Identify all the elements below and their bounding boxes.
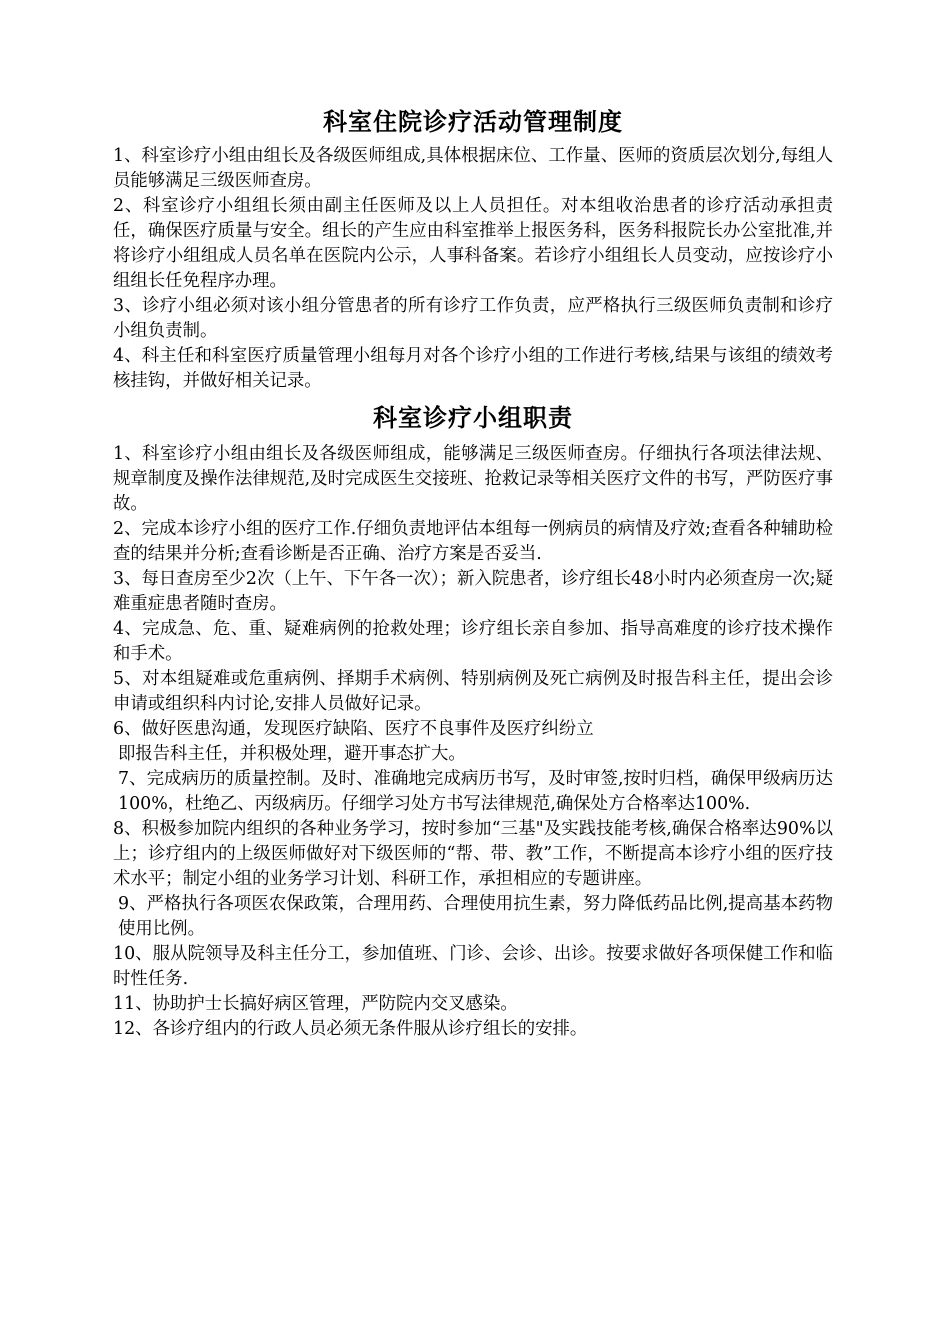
rule-item-4: 4、科主任和科室医疗质量管理小组每月对各个诊疗小组的工作进行考核,结果与该组的绩效考核挂钩，并做好相关记录。	[113, 346, 833, 391]
duty-item-11: 11、协助护士长搞好病区管理，严防院内交叉感染。	[113, 994, 518, 1014]
section-title-team-duties: 科室诊疗小组职责	[373, 404, 573, 432]
duty-item-5: 5、对本组疑难或危重病例、择期手术病例、特别病例及死亡病例及时报告科主任，提出会诊申请或组织科内讨论,安排人员做好记录。	[113, 669, 833, 714]
duty-item-4: 4、完成急、危、重、疑难病例的抢救处理；诊疗组长亲自参加、指导高难度的诊疗技术操作和手术。	[113, 619, 833, 664]
duty-item-1: 1、科室诊疗小组由组长及各级医师组成，能够满足三级医师查房。仔细执行各项法律法规、规章制度及操作法律规范,及时完成医生交接班、抢救记录等相关医疗文件的书写，严防医疗事故。	[113, 444, 833, 514]
duty-item-6-continued: 即报告科主任，并积极处理，避开事态扩大。	[118, 744, 466, 764]
management-system-list	[113, 144, 833, 394]
duty-item-10: 10、服从院领导及科主任分工，参加值班、门诊、会诊、出诊。按要求做好各项保健工作和临时性任务.	[113, 944, 833, 989]
rule-item-2: 2、科室诊疗小组组长须由副主任医师及以上人员担任。对本组收治患者的诊疗活动承担责任，确保医疗质量与安全。组长的产生应由科室推举上报医务科，医务科报院长办公室批准,并将诊疗小组组成人员名单在医院内公示，人事科备案。若诊疗小组组长人员变动，应按诊疗小组组长任免程序办理。	[113, 196, 833, 291]
duty-item-3: 3、每日查房至少2次（上午、下午各一次）；新入院患者，诊疗组长48小时内必须查房一次;疑难重症患者随时查房。	[113, 569, 833, 614]
duty-item-2: 2、完成本诊疗小组的医疗工作.仔细负责地评估本组每一例病员的病情及疗效;查看各种辅助检查的结果并分析;查看诊断是否正确、治疗方案是否妥当.	[113, 519, 833, 564]
rule-item-1: 1、科室诊疗小组由组长及各级医师组成,具体根据床位、工作量、医师的资质层次划分,每组人员能够满足三级医师查房。	[113, 146, 833, 191]
duty-item-9: 9、严格执行各项医农保政策，合理用药、合理使用抗生素，努力降低药品比例,提高基本药物使用比例。	[118, 894, 833, 939]
duty-item-12: 12、各诊疗组内的行政人员必须无条件服从诊疗组长的安排。	[113, 1019, 588, 1039]
team-duties-list	[113, 442, 833, 1042]
rule-item-3: 3、诊疗小组必须对该小组分管患者的所有诊疗工作负责，应严格执行三级医师负责制和诊疗小组负责制。	[113, 296, 833, 341]
document-page	[113, 104, 833, 1042]
duty-item-8: 8、积极参加院内组织的各种业务学习，按时参加“三基"及实践技能考核,确保合格率达90%以上；诊疗组内的上级医师做好对下级医师的“帮、带、教”工作，不断提高本诊疗小组的医疗技术水平；制定小组的业务学习计划、科研工作，承担相应的专题讲座。	[113, 819, 833, 889]
duty-item-7: 7、完成病历的质量控制。及时、准确地完成病历书写，及时审签,按时归档，确保甲级病历达100%，杜绝乙、丙级病历。仔细学习处方书写法律规范,确保处方合格率达100%.	[118, 769, 833, 814]
section-title-management-system: 科室住院诊疗活动管理制度	[323, 108, 623, 136]
duty-item-6: 6、做好医患沟通，发现医疗缺陷、医疗不良事件及医疗纠纷立	[113, 719, 594, 739]
